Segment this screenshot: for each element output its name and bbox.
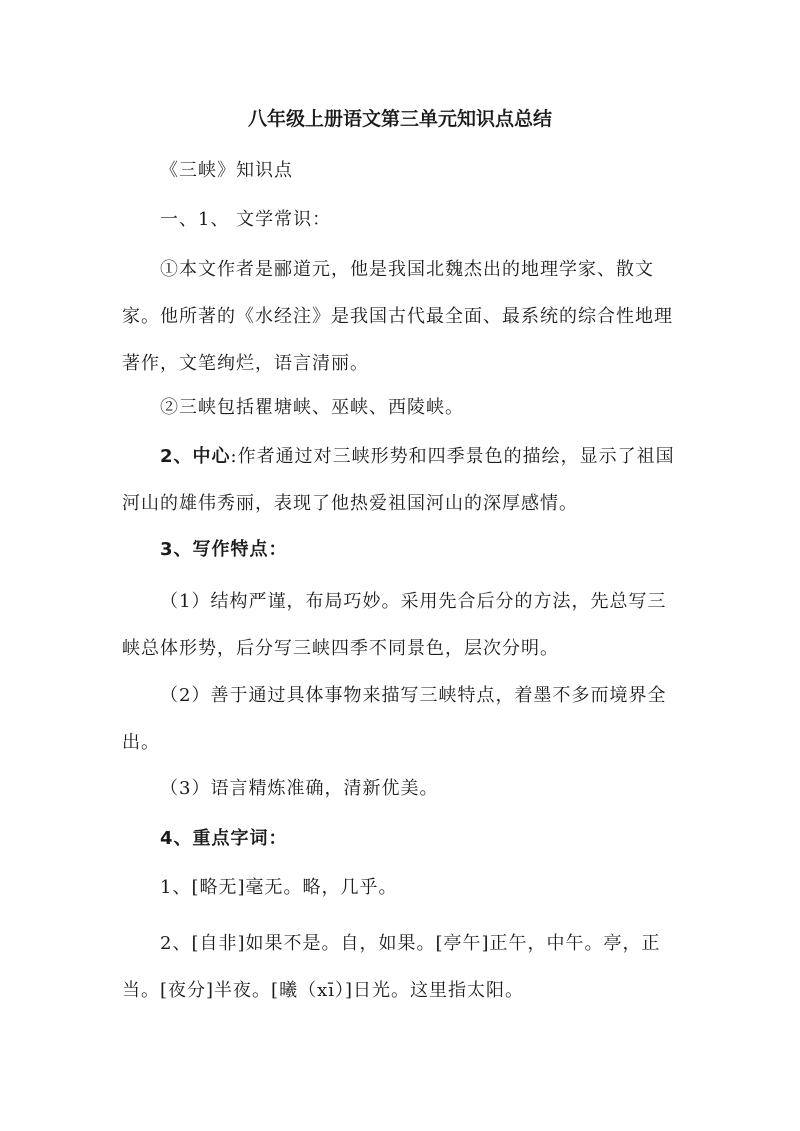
feature-item-1: （1）结构严谨，布局巧妙。采用先合后分的方法，先总写三峡总体形势，后分写三峡四季不同景色，层次分明。 <box>122 591 667 659</box>
key-word-item-1: 1、[略无]毫无。略，几乎。 <box>160 877 398 898</box>
document-title: 八年级上册语文第三单元知识点总结 <box>247 108 552 130</box>
gorges-paragraph: ②三峡包括瞿塘峡、巫峡、西陵峡。 <box>160 397 464 418</box>
writing-features-heading: 3、写作特点： <box>160 539 288 560</box>
central-idea-paragraph <box>122 433 682 527</box>
feature-item-2: （2）善于通过具体事物来描写三峡特点，着墨不多而境界全出。 <box>122 685 667 753</box>
central-idea-text: :作者通过对三峡形势和四季景色的描绘，显示了祖国河山的雄伟秀丽，表现了他热爱祖国河山的深厚感情。 <box>122 446 675 514</box>
section-heading: 《三峡》知识点 <box>160 160 293 181</box>
feature-item-3: （3）语言精炼准确，清新优美。 <box>160 778 439 799</box>
literary-knowledge-heading: 一、1、 文学常识： <box>160 209 332 230</box>
central-idea-label: 2、中心 <box>160 446 231 467</box>
author-paragraph: ①本文作者是郦道元，他是我国北魏杰出的地理学家、散文家。他所著的《水经注》是我国古代最全面、最系统的综合性地理著作，文笔绚烂，语言清丽。 <box>122 259 673 374</box>
key-words-heading: 4、重点字词： <box>160 828 288 849</box>
key-word-item-2: 2、[自非]如果不是。自，如果。[亭午]正午，中午。亭，正当。[夜分]半夜。[曦（xī）]日光。这里指太阳。 <box>122 933 661 1001</box>
